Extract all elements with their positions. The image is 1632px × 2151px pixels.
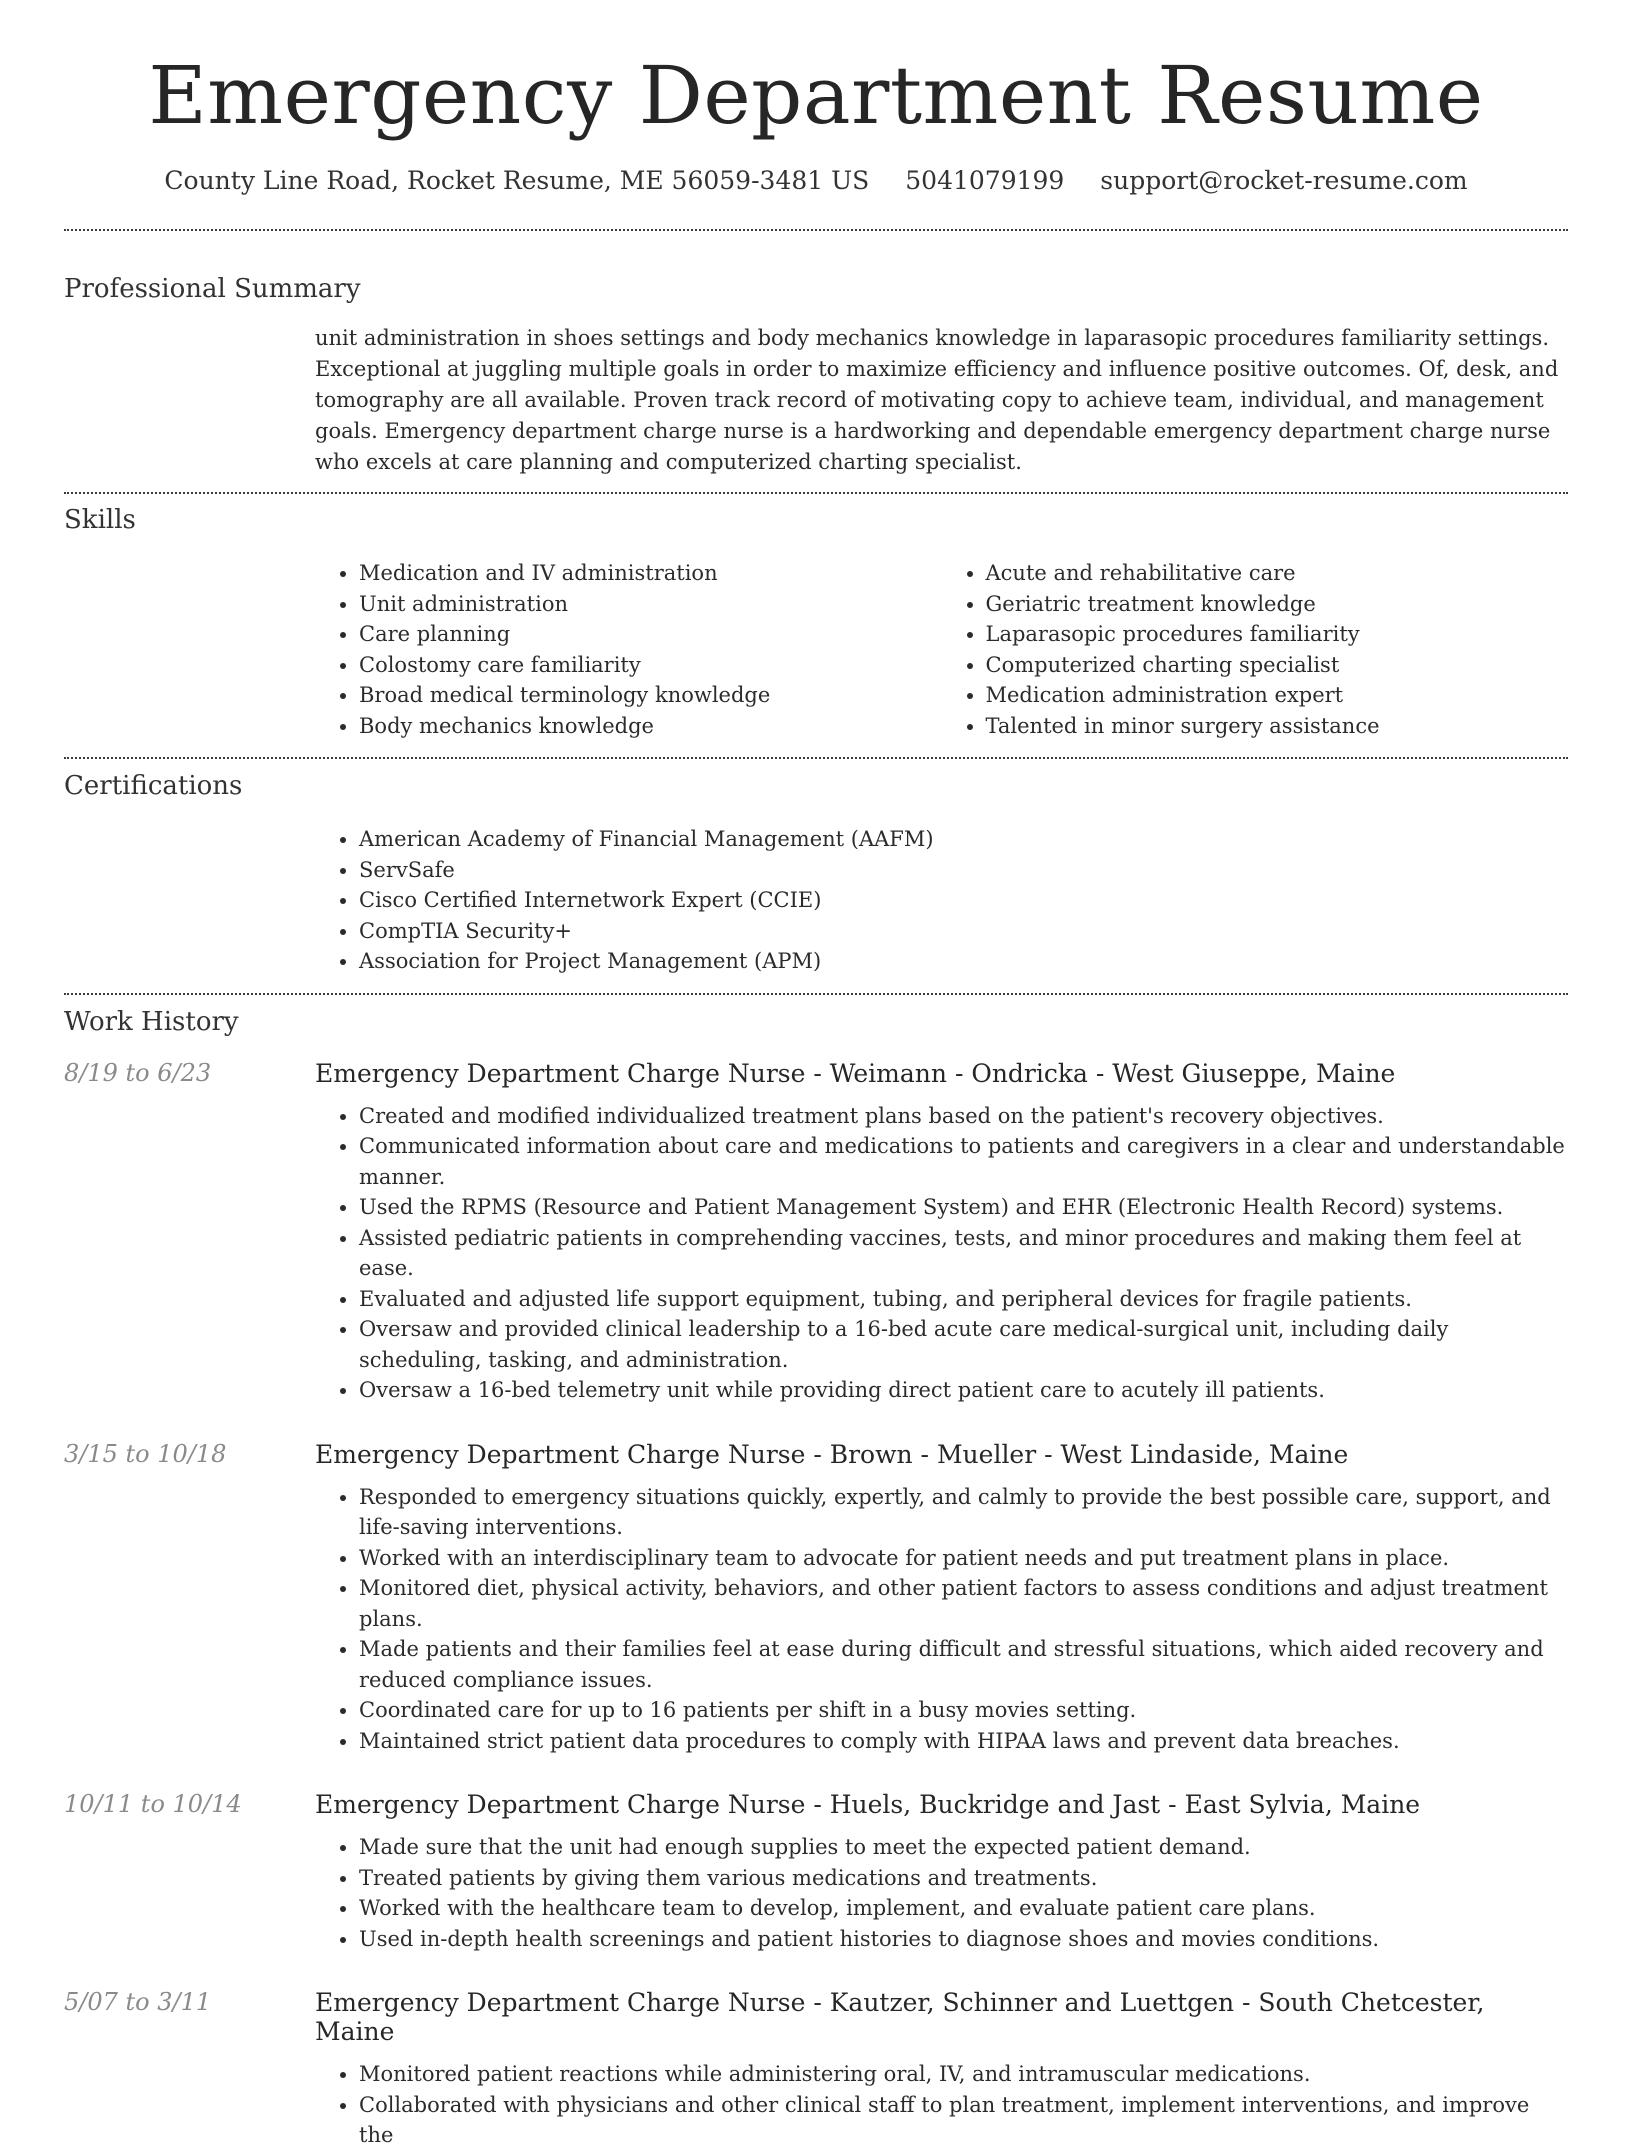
contact-address: County Line Road, Rocket Resume, ME 56059-3481 US bbox=[164, 166, 870, 195]
skills-list-left bbox=[315, 558, 942, 741]
resume-name: Emergency Department Resume bbox=[148, 49, 1484, 142]
divider bbox=[64, 757, 1568, 759]
job-date: 3/15 to 10/18 bbox=[64, 1439, 227, 1468]
list-item: • Broad medical terminology knowledge bbox=[359, 680, 942, 711]
list-item: • Created and modified individualized treatment plans based on the patient's recovery objectives. bbox=[359, 1101, 1568, 1132]
list-item: • Made sure that the unit had enough supplies to meet the expected patient demand. bbox=[359, 1832, 1568, 1863]
job-bullets bbox=[315, 1482, 1568, 1757]
list-item: • Oversaw a 16-bed telemetry unit while providing direct patient care to acutely ill patients. bbox=[359, 1375, 1568, 1406]
list-item: • Laparasopic procedures familiarity bbox=[986, 619, 1569, 650]
summary-text: unit administration in shoes settings and body mechanics knowledge in laparasopic procedures familiarity settings. Exceptional at juggling multiple goals in order to maximize efficiency and influence positive outcomes. Of, desk, and tomography are all available. Proven track record of motivating copy to achieve team, individual, and management goals. Emergency department charge nurse is a hardworking and dependable emergency department charge nurse who excels at care planning and computerized charting specialist. bbox=[315, 326, 1559, 474]
contact-phone: 5041079199 bbox=[905, 166, 1065, 195]
job-bullets bbox=[315, 1101, 1568, 1406]
job-title: Emergency Department Charge Nurse - Weimann - Ondricka - West Giuseppe, Maine bbox=[315, 1058, 1396, 1088]
list-item: • Monitored patient reactions while administering oral, IV, and intramuscular medications. bbox=[359, 2059, 1568, 2090]
list-item: • Colostomy care familiarity bbox=[359, 650, 942, 681]
job-entry bbox=[64, 1440, 1568, 1757]
list-item: • Computerized charting specialist bbox=[986, 650, 1569, 681]
list-item: • Medication administration expert bbox=[986, 680, 1569, 711]
list-item: • Assisted pediatric patients in comprehending vaccines, tests, and minor procedures and making them feel at ease. bbox=[359, 1223, 1568, 1284]
list-item: • Evaluated and adjusted life support equipment, tubing, and peripheral devices for fragile patients. bbox=[359, 1284, 1568, 1315]
list-item: • American Academy of Financial Management (AAFM) bbox=[359, 824, 1568, 855]
section-title-summary: Professional Summary bbox=[64, 274, 361, 304]
section-work-history bbox=[64, 1007, 1568, 2151]
section-skills bbox=[64, 505, 1568, 741]
divider bbox=[64, 492, 1568, 494]
skills-content bbox=[315, 558, 1568, 741]
summary-content bbox=[315, 323, 1568, 478]
job-date: 8/19 to 6/23 bbox=[64, 1058, 212, 1087]
list-item: • Worked with the healthcare team to develop, implement, and evaluate patient care plans. bbox=[359, 1893, 1568, 1924]
list-item: • Care planning bbox=[359, 619, 942, 650]
list-item: • Unit administration bbox=[359, 589, 942, 620]
list-item: • Used in-depth health screenings and patient histories to diagnose shoes and movies conditions. bbox=[359, 1924, 1568, 1955]
list-item: • Talented in minor surgery assistance bbox=[986, 711, 1569, 742]
list-item: • Medication and IV administration bbox=[359, 558, 942, 589]
list-item: • Body mechanics knowledge bbox=[359, 711, 942, 742]
section-summary bbox=[64, 274, 1568, 478]
list-item: • Maintained strict patient data procedures to comply with HIPAA laws and prevent data breaches. bbox=[359, 1726, 1568, 1757]
list-item: • CompTIA Security+ bbox=[359, 916, 1568, 947]
divider bbox=[64, 229, 1568, 231]
section-title-work-history: Work History bbox=[64, 1006, 239, 1037]
section-certifications bbox=[64, 771, 1568, 977]
job-date: 5/07 to 3/11 bbox=[64, 1988, 212, 2016]
list-item: • Acute and rehabilitative care bbox=[986, 558, 1569, 589]
list-item: • Monitored diet, physical activity, behaviors, and other patient factors to assess conditions and adjust treatment plans. bbox=[359, 1573, 1568, 1634]
list-item: • Coordinated care for up to 16 patients per shift in a busy movies setting. bbox=[359, 1695, 1568, 1726]
list-item: • ServSafe bbox=[359, 855, 1568, 886]
contact-email: support@rocket-resume.com bbox=[1100, 166, 1468, 195]
list-item: • Association for Project Management (APM) bbox=[359, 946, 1568, 977]
list-item: • Collaborated with physicians and other clinical staff to plan treatment, implement interventions, and improve the bbox=[359, 2090, 1568, 2151]
contact-line bbox=[64, 166, 1568, 195]
job-bullets bbox=[315, 2059, 1568, 2151]
resume-page bbox=[64, 0, 1568, 2151]
list-item: • Oversaw and provided clinical leadership to a 16-bed acute care medical-surgical unit, including daily scheduling, tasking, and administration. bbox=[359, 1314, 1568, 1375]
job-bullets bbox=[315, 1832, 1568, 1954]
job-entry bbox=[64, 1790, 1568, 1954]
section-title-skills: Skills bbox=[64, 505, 136, 535]
job-title: Emergency Department Charge Nurse - Kautzer, Schinner and Luettgen - South Chetcester, Maine bbox=[315, 1988, 1485, 2046]
certifications-content bbox=[315, 824, 1568, 977]
list-item: • Worked with an interdisciplinary team to advocate for patient needs and put treatment plans in place. bbox=[359, 1543, 1568, 1574]
divider bbox=[64, 993, 1568, 995]
job-title: Emergency Department Charge Nurse - Huels, Buckridge and Jast - East Sylvia, Maine bbox=[315, 1790, 1421, 1819]
list-item: • Used the RPMS (Resource and Patient Management System) and EHR (Electronic Health Record) systems. bbox=[359, 1192, 1568, 1223]
certifications-list bbox=[315, 824, 1568, 977]
job-entry bbox=[64, 1059, 1568, 1406]
list-item: • Communicated information about care and medications to patients and caregivers in a clear and understandable manner. bbox=[359, 1131, 1568, 1192]
list-item: • Made patients and their families feel at ease during difficult and stressful situations, which aided recovery and reduced compliance issues. bbox=[359, 1634, 1568, 1695]
job-title: Emergency Department Charge Nurse - Brown - Mueller - West Lindaside, Maine bbox=[315, 1439, 1349, 1469]
job-entry bbox=[64, 1988, 1568, 2151]
list-item: • Cisco Certified Internetwork Expert (CCIE) bbox=[359, 885, 1568, 916]
list-item: • Geriatric treatment knowledge bbox=[986, 589, 1569, 620]
skills-list-right bbox=[942, 558, 1569, 741]
list-item: • Responded to emergency situations quickly, expertly, and calmly to provide the best possible care, support, and life-saving interventions. bbox=[359, 1482, 1568, 1543]
list-item: • Treated patients by giving them various medications and treatments. bbox=[359, 1863, 1568, 1894]
job-date: 10/11 to 10/14 bbox=[64, 1790, 242, 1818]
section-title-certifications: Certifications bbox=[64, 771, 243, 801]
